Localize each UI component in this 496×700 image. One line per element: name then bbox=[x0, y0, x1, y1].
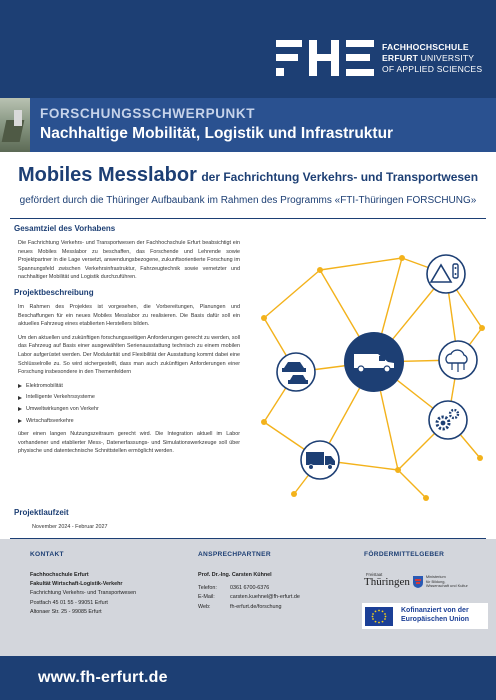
list-item: Elektromobilität bbox=[18, 382, 240, 391]
cloud-network-icon bbox=[439, 341, 477, 379]
laufzeit-text: November 2024 - Februar 2027 bbox=[32, 524, 108, 530]
mobility-network-graphic bbox=[248, 232, 486, 504]
page-subtitle: der Fachrichtung Verkehrs- und Transportwesen bbox=[201, 170, 479, 184]
header-band bbox=[0, 0, 496, 98]
bottom-band bbox=[0, 656, 496, 700]
crest-icon bbox=[413, 576, 423, 588]
contact-name: Prof. Dr.-Ing. Carsten Kühnel bbox=[198, 572, 272, 578]
kontakt-block bbox=[30, 571, 136, 617]
kontakt-title: KONTAKT bbox=[30, 551, 64, 558]
cars-icon bbox=[277, 353, 315, 391]
section-title-ziel: Gesamtziel des Vorhabens bbox=[14, 224, 116, 233]
section-title-beschreibung: Projektbeschreibung bbox=[14, 287, 94, 297]
email-label: E-Mail: bbox=[198, 594, 215, 601]
arrow-right-icon bbox=[18, 407, 22, 411]
beschreibung-p1: Im Rahmen des Projektes ist vorgesehen, die Vorbereitungen, Planungen und Beschaffungen für ein neues Mobiles Messlabor zu realisieren. Die Basis dafür soll ein aktuelles Fahrzeug eines etablierten Herstellers bilden. bbox=[18, 303, 240, 328]
kontakt-postfach: Postfach 45 01 55 - 99051 Erfurt bbox=[30, 599, 108, 606]
topic-photo bbox=[0, 98, 30, 152]
phone-label: Telefon: bbox=[198, 585, 217, 592]
logo-line-1: FACHHOCHSCHULE bbox=[382, 41, 469, 52]
list-item: Wirtschaftsverkehre bbox=[18, 417, 240, 426]
kontakt-faculty: Fakultät Wirtschaft-Logistik-Verkehr bbox=[30, 581, 123, 588]
eu-cofunding-text: Kofinanziert von der Europäischen Union bbox=[401, 607, 470, 623]
traffic-sign-icon bbox=[427, 255, 465, 293]
phone-value: 0361 6700-6376 bbox=[230, 585, 270, 592]
web-link[interactable]: fh-erfurt.de/forschung bbox=[230, 603, 282, 610]
freistaat-label: Freistaat bbox=[366, 572, 383, 577]
arrow-right-icon bbox=[18, 384, 22, 388]
list-item: Umweltwirkungen von Verkehr bbox=[18, 405, 240, 414]
website-link[interactable]: www.fh-erfurt.de bbox=[38, 669, 168, 686]
page-title: Mobiles Messlabor bbox=[17, 164, 197, 186]
logo-line-2-bold: ERFURT bbox=[382, 52, 419, 63]
email-link[interactable]: carsten.kuehnel@fh-erfurt.de bbox=[230, 594, 300, 601]
gears-icon bbox=[429, 401, 467, 439]
arrow-right-icon bbox=[18, 396, 22, 400]
truck-icon bbox=[301, 441, 339, 479]
logo-wordmark bbox=[382, 42, 482, 75]
list-item: Intelligente Verkehrssysteme bbox=[18, 393, 240, 402]
thueringen-logo bbox=[364, 571, 486, 593]
foerdermittelgeber-title: FÖRDERMITTELGEBER bbox=[364, 551, 445, 558]
ziel-text: Die Fachrichtung Verkehrs- und Transportwesen der Fachhochschule Erfurt beabsichtigt ein neues Mobiles Messlabor zu beschaffen, das Forschende und Lehrende sowie Projektpartner in die Lage versetzt, anwendungsbezogene, zukunftsorientierte Forschung im Spannungsfeld zwischen Verkehrsinfrastruktur, Fahrzeugtechnik sowie vernetzter und nachhaltiger Mobilität und Logistik durchzuführen. bbox=[18, 240, 240, 281]
topic-kicker: FORSCHUNGSSCHWERPUNKT bbox=[40, 106, 256, 121]
thueringen-wordmark: Thüringen bbox=[364, 576, 410, 588]
divider-top bbox=[10, 218, 486, 219]
topic-title: Nachhaltige Mobilität, Logistik und Infrastruktur bbox=[40, 125, 394, 142]
logo-line-2: UNIVERSITY bbox=[420, 52, 475, 63]
funding-line: gefördert durch die Thüringer Aufbaubank im Rahmen des Programms «FTI-Thüringen FORSCHUNG» bbox=[19, 195, 477, 206]
ansprechpartner-title: ANSPRECHPARTNER bbox=[198, 551, 271, 558]
section-title-laufzeit: Projektlaufzeit bbox=[14, 508, 69, 517]
eu-cofunding-badge bbox=[362, 603, 488, 629]
fhe-logo-mark bbox=[276, 40, 374, 76]
beschreibung-p2: Um den aktuellen und zukünftigen forschungsseitigen Anforderungen gerecht zu werden, soll das Fahrzeug auf Basis einer ausgewählten Serienausstattung technisch zu einem mobilen Labor aufgerüstet werden. Der Modularität und Flexibilität der Ausstattung kommt dabei eine Schlüsselrolle zu. So wird sichergestellt, dass man auch zukünftigen Anforderungen einer Forschung insbesondere in den Themenfeldern bbox=[18, 334, 240, 376]
ministerium-label: Ministerium für Bildung, Wissenschaft und Kultur bbox=[425, 574, 468, 589]
kontakt-dept: Fachrichtung Verkehrs- und Transportwesen bbox=[30, 590, 137, 597]
eu-flag-icon bbox=[365, 607, 393, 626]
kontakt-org: Fachhochschule Erfurt bbox=[30, 572, 89, 578]
arrow-right-icon bbox=[18, 419, 22, 423]
kontakt-street: Altonaer Str. 25 - 99085 Erfurt bbox=[30, 608, 102, 615]
main-content bbox=[14, 224, 240, 462]
fhe-logo bbox=[276, 40, 482, 76]
topic-band bbox=[0, 98, 496, 152]
web-label: Web: bbox=[198, 603, 211, 610]
ansprechpartner-block bbox=[198, 571, 300, 612]
footer bbox=[0, 539, 496, 656]
van-icon bbox=[344, 332, 404, 392]
beschreibung-p3: über einen langen Nutzungszeitraum gerecht wird. Die Integration aktuell im Labor vorhandener und etablierter Mess-, Datenerfassungs- und Simulationswerkzeuge soll über physische und datentechnische Schnittstellen ermöglicht werden. bbox=[18, 431, 240, 455]
headline bbox=[0, 164, 496, 187]
logo-line-3: OF APPLIED SCIENCES bbox=[382, 63, 483, 74]
topic-bullets bbox=[18, 382, 240, 425]
